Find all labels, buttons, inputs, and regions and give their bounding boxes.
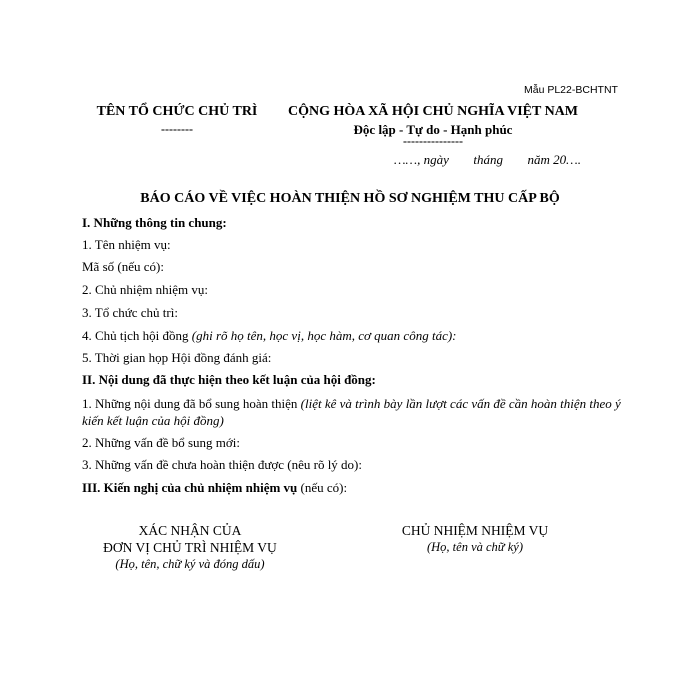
right-signature-note: (Họ, tên và chữ ký) [426, 540, 523, 554]
left-signature-title-1: XÁC NHẬN CỦA [138, 523, 242, 538]
field-completed-content [82, 395, 622, 429]
field-meeting-time: 5. Thời gian họp Hội đồng đánh giá: [82, 350, 272, 365]
field-host-organization: 3. Tổ chức chủ trì: [82, 305, 178, 320]
date-year: năm 20…. [527, 152, 581, 167]
section-3-suffix: (nếu có): [297, 480, 348, 495]
field-council-chair [82, 328, 457, 344]
field-incomplete-issues: 3. Những vấn đề chưa hoàn thiện được (nêu rõ lý do): [82, 457, 362, 472]
section-2-heading: II. Nội dung đã thực hiện theo kết luận của hội đồng: [82, 372, 376, 387]
field-new-issues: 2. Những vấn đề bổ sung mới: [82, 435, 240, 450]
field-task-code: Mã số (nếu có): [82, 259, 164, 274]
left-signature-title-2: ĐƠN VỊ CHỦ TRÌ NHIỆM VỤ [103, 540, 277, 555]
date-month: tháng [473, 152, 504, 167]
section-3-heading [82, 480, 347, 496]
organization-divider: -------- [161, 122, 193, 136]
left-signature-note: (Họ, tên, chữ ký và đóng dấu) [115, 557, 265, 571]
right-signature-title: CHỦ NHIỆM NHIỆM VỤ [401, 523, 549, 538]
section-1-heading: I. Những thông tin chung: [82, 215, 227, 230]
field-task-name: 1. Tên nhiệm vụ: [82, 237, 171, 252]
document-title: BÁO CÁO VỀ VIỆC HOÀN THIỆN HỒ SƠ NGHIỆM THU CẤP BỘ [140, 191, 560, 206]
motto-divider: --------------- [403, 134, 463, 148]
completed-content-label: 1. Những nội dung đã bổ sung hoàn thiện [82, 396, 301, 411]
council-chair-note: (ghi rõ họ tên, học vị, học hàm, cơ quan công tác): [191, 328, 457, 343]
organization-name: TÊN TỔ CHỨC CHỦ TRÌ [96, 104, 258, 119]
section-3-title: III. Kiến nghị của chủ nhiệm nhiệm vụ [82, 480, 298, 495]
completed-content-note: (liệt kê và trình bày lần lượt các vấn đề cần hoàn thiện theo ý kiến kết luận của hội đồng) [82, 396, 621, 428]
date-place: ……, ngày [394, 152, 449, 167]
field-task-leader: 2. Chủ nhiệm nhiệm vụ: [82, 282, 209, 297]
form-code: Mẫu PL22-BCHTNT [524, 84, 618, 96]
national-motto: Độc lập - Tự do - Hạnh phúc [353, 122, 513, 137]
date-line [394, 152, 581, 168]
council-chair-label: 4. Chủ tịch hội đồng [82, 328, 192, 343]
national-title: CỘNG HÒA XÃ HỘI CHỦ NGHĨA VIỆT NAM [287, 104, 578, 119]
